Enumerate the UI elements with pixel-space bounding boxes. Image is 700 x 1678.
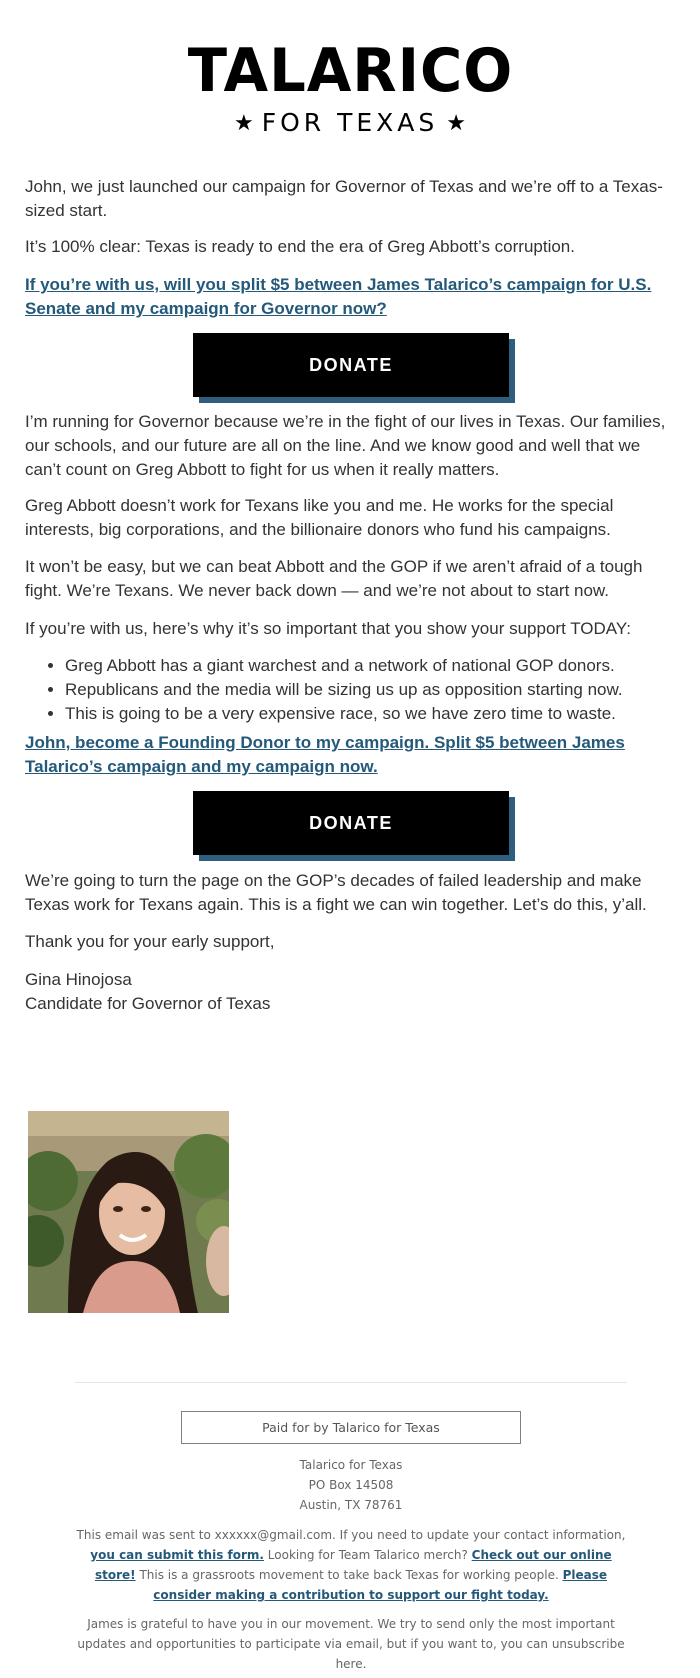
- intro-paragraph-2: It’s 100% clear: Texas is ready to end the era of Greg Abbott’s corruption.: [25, 237, 575, 256]
- signature-name: Gina Hinojosa: [25, 970, 132, 989]
- donate-button-2[interactable]: [193, 791, 513, 858]
- logo-tagline-row: [0, 109, 700, 139]
- address-line: Talarico for Texas: [299, 1458, 403, 1472]
- intro-paragraph-1: John, we just launched our campaign for Governor of Texas and we’re off to a Texas-sized start.: [25, 177, 663, 220]
- mailing-address: [75, 1455, 627, 1515]
- update-contact-link[interactable]: you can submit this form.: [90, 1548, 264, 1562]
- online-store-link[interactable]: Check out our online store!: [94, 1548, 612, 1582]
- donate-button-label[interactable]: DONATE: [193, 791, 509, 855]
- closing-paragraph-7: We’re going to turn the page on the GOP’s decades of failed leadership and make Texas work for Texans again. This is a fight we can win together. Let’s do this, y’all.: [25, 871, 647, 914]
- address-line: PO Box 14508: [308, 1478, 394, 1492]
- list-item: • This is going to be a very expensive race, so we have zero time to waste.: [65, 702, 675, 726]
- paid-for-box: Paid for by Talarico for Texas: [181, 1411, 521, 1444]
- logo-name: TALARICO: [187, 36, 513, 106]
- split-donation-link-1[interactable]: If you’re with us, will you split $5 between James Talarico’s campaign for U.S. Senate and my campaign for Governor now?: [25, 275, 652, 318]
- list-item: • Republicans and the media will be sizing us up as opposition starting now.: [65, 678, 675, 702]
- reasons-list: [25, 654, 675, 726]
- body-paragraph-3: I’m running for Governor because we’re in the fight of our lives in Texas. Our families, our schools, and our future are all on the line. And we know good and well that we can’t count on Greg Abbott to fight for us when it really matters.: [25, 412, 666, 479]
- unsubscribe-notice: James is grateful to have you in our movement. We try to send only the most important updates and opportunities to participate via email, but if you want to, you can unsubscribe here.: [77, 1617, 625, 1671]
- closing-paragraph-8: Thank you for your early support,: [25, 932, 275, 951]
- body-paragraph-4: Greg Abbott doesn’t work for Texans like you and me. He works for the special interests, big corporations, and the billionaire donors who fund his campaigns.: [25, 496, 614, 539]
- footer-notice: This email was sent to xxxxxx@gmail.com. If you need to update your contact information, you can submit this form. Looking for Team Talarico merch? Check out our online store! This is a grassroots movement to take back Texas for working people. Please consider making a contribution to support our fight today.: [76, 1528, 626, 1602]
- footer-divider: [75, 1382, 627, 1383]
- signature-title: Candidate for Governor of Texas: [25, 994, 271, 1013]
- contribution-link[interactable]: Please consider making a contribution to support our fight today.: [153, 1568, 608, 1602]
- campaign-logo: [0, 0, 700, 139]
- star-icon: ★: [446, 111, 466, 136]
- logo-tagline: FOR TEXAS: [261, 108, 439, 137]
- signature: [25, 968, 675, 1016]
- star-icon: ★: [233, 111, 254, 136]
- donate-button-label[interactable]: DONATE: [193, 333, 509, 397]
- founding-donor-link[interactable]: John, become a Founding Donor to my campaign. Split $5 between James Talarico’s campaign and my campaign now.: [25, 733, 625, 776]
- body-paragraph-5: It won’t be easy, but we can beat Abbott and the GOP if we aren’t afraid of a tough fight. We’re Texans. We never back down — and we’re not about to start now.: [25, 557, 643, 600]
- body-paragraph-6: If you’re with us, here’s why it’s so important that you show your support TODAY:: [25, 619, 631, 638]
- list-item: • Greg Abbott has a giant warchest and a network of national GOP donors.: [65, 654, 675, 678]
- address-line: Austin, TX 78761: [299, 1498, 403, 1512]
- candidate-photo: [28, 1111, 229, 1313]
- donate-button-1[interactable]: [193, 333, 513, 400]
